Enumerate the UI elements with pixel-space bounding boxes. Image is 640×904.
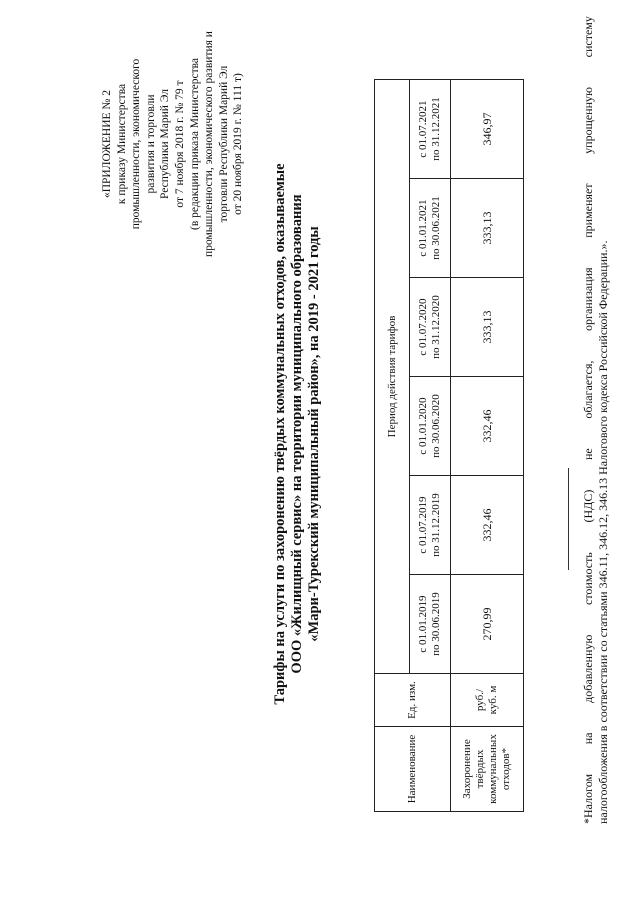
header-period-group: Период действия тарифов bbox=[375, 80, 410, 674]
header-name: Наименование bbox=[375, 727, 451, 812]
period-from: с 01.01.2019 bbox=[417, 595, 429, 653]
tariff-value: 332,46 bbox=[451, 377, 524, 476]
tariff-value: 333,13 bbox=[451, 278, 524, 377]
title-line: ООО «Жилищный сервис» на территории муниципального образования bbox=[289, 194, 305, 674]
period-from: с 01.07.2020 bbox=[417, 298, 429, 356]
footnote-word: систему bbox=[581, 16, 595, 58]
period-to: по 31.12.2021 bbox=[430, 97, 442, 161]
footnote-line-1 bbox=[581, 16, 596, 824]
row-unit-line: руб./ bbox=[474, 688, 486, 712]
document-title bbox=[272, 84, 323, 784]
period-from: с 01.01.2020 bbox=[417, 397, 429, 455]
row-name-line: коммунальных bbox=[487, 734, 499, 804]
footnote bbox=[581, 16, 611, 824]
period-from: с 01.07.2021 bbox=[417, 100, 429, 158]
header-unit: Ед. изм. bbox=[375, 674, 451, 727]
footnote-word: (НДС) bbox=[581, 489, 595, 523]
table-header-row bbox=[375, 80, 410, 812]
period-to: по 31.12.2019 bbox=[430, 493, 442, 557]
appendix-line: от 20 ноября 2019 г. № 111 т) bbox=[232, 73, 245, 215]
tariff-table bbox=[374, 79, 524, 812]
appendix-line: развития и торговли bbox=[144, 94, 157, 194]
tariff-value: 270,99 bbox=[451, 575, 524, 674]
footnote-line-2: налогообложения в соответствии со статьями 346.11, 346.12, 346.13 Налогового кодекса Российской Федерации.». bbox=[596, 240, 610, 824]
header-period bbox=[410, 80, 451, 179]
tariff-value: 332,46 bbox=[451, 476, 524, 575]
appendix-line: промышленности, экономического развития и bbox=[203, 31, 216, 257]
title-line: «Мари-Турекский муниципальный район», на 2019 - 2021 годы bbox=[306, 226, 322, 642]
title-line: Тарифы на услуги по захоронению твёрдых коммунальных отходов, оказываемые bbox=[272, 163, 288, 705]
period-to: по 31.12.2020 bbox=[430, 295, 442, 359]
footnote-word: на bbox=[581, 732, 595, 745]
footnote-word: применяет bbox=[581, 183, 595, 238]
table-row bbox=[451, 80, 524, 812]
footnote-word: *Налогом bbox=[581, 773, 595, 824]
row-unit-cell bbox=[451, 674, 524, 727]
period-to: по 30.06.2020 bbox=[430, 394, 442, 458]
header-period bbox=[410, 575, 451, 674]
header-period bbox=[410, 476, 451, 575]
divider-line bbox=[568, 468, 569, 570]
row-name-line: Захоронение bbox=[461, 739, 473, 799]
period-from: с 01.07.2019 bbox=[417, 496, 429, 554]
period-from: с 01.01.2021 bbox=[417, 199, 429, 257]
appendix-line: к приказу Министерства bbox=[115, 83, 128, 205]
footnote-word: добавленную bbox=[581, 634, 595, 703]
row-name-line: твёрдых bbox=[474, 749, 486, 789]
footnote-word: стоимость bbox=[581, 552, 595, 605]
appendix-line: (в редакции приказа Министерства bbox=[188, 58, 201, 231]
appendix-line: торговли Республики Марий Эл bbox=[217, 65, 230, 223]
footnote-word: облагается, bbox=[581, 360, 595, 419]
row-name-cell bbox=[451, 727, 524, 812]
row-name-line: отходов* bbox=[500, 747, 512, 791]
tariff-value: 333,13 bbox=[451, 179, 524, 278]
header-period bbox=[410, 179, 451, 278]
footnote-word: упрощенную bbox=[581, 87, 595, 154]
appendix-line: промышленности, экономического bbox=[130, 58, 143, 230]
period-to: по 30.06.2019 bbox=[430, 592, 442, 656]
header-period bbox=[410, 278, 451, 377]
tariff-value: 346,97 bbox=[451, 80, 524, 179]
appendix-line: Республики Марий Эл bbox=[159, 89, 172, 200]
header-period bbox=[410, 377, 451, 476]
footnote-word: организация bbox=[581, 267, 595, 331]
footnote-word: не bbox=[581, 448, 595, 460]
period-to: по 30.06.2021 bbox=[430, 196, 442, 260]
appendix-line: «ПРИЛОЖЕНИЕ № 2 bbox=[101, 90, 113, 199]
row-unit-line: куб. м bbox=[487, 685, 499, 715]
appendix-header bbox=[100, 24, 246, 264]
appendix-line: от 7 ноября 2018 г. № 79 т bbox=[173, 80, 186, 208]
